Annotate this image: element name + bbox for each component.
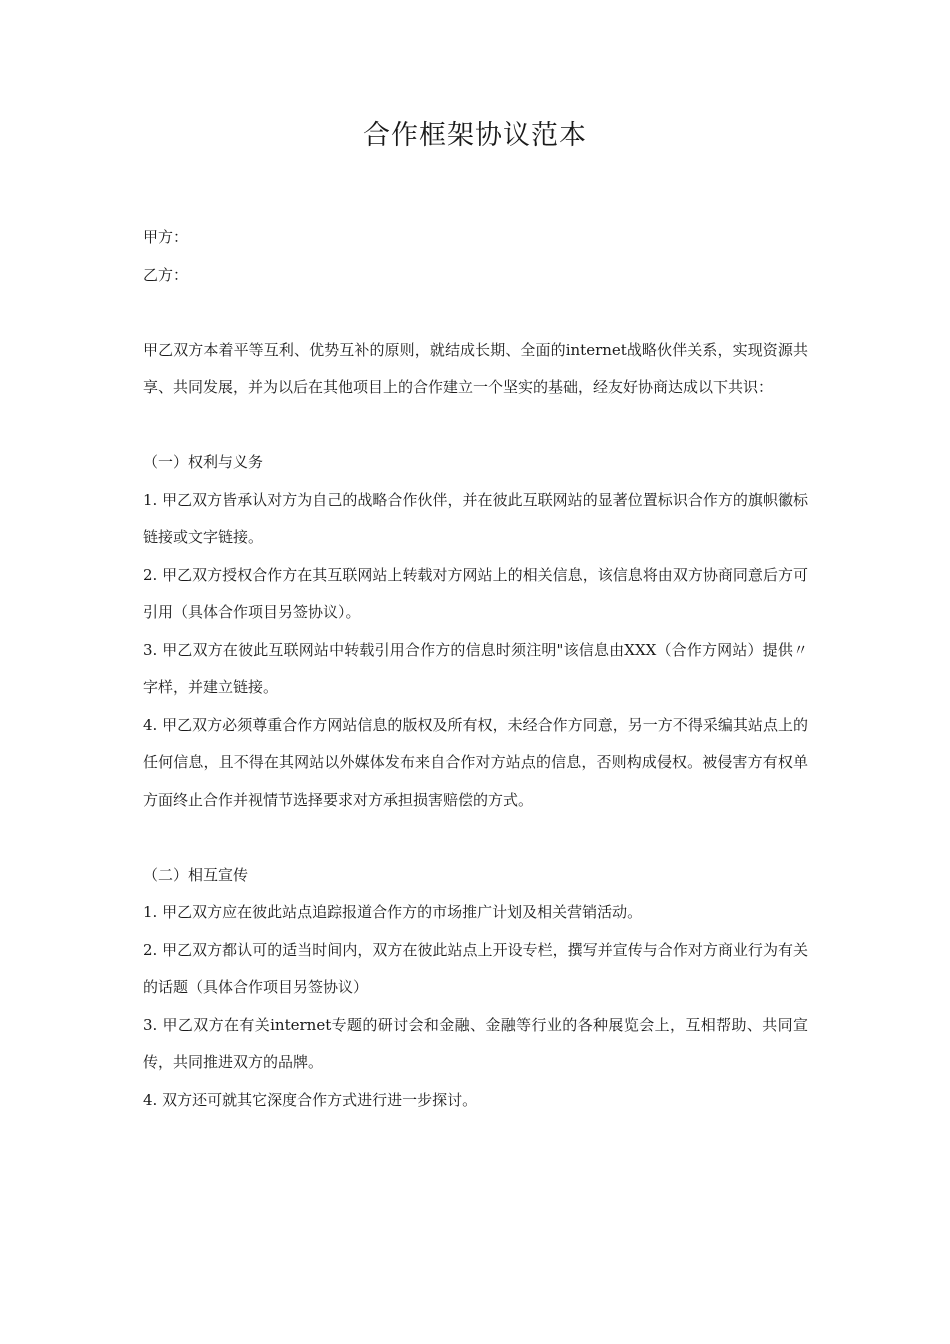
spacer [143, 294, 808, 332]
party-b-label: 乙方： [143, 265, 189, 284]
section-heading-rights: （一）权利与义务 [143, 453, 264, 471]
intro-paragraph: 甲乙双方本着平等互利、优势互补的原则，就结成长期、全面的internet战略伙伴关系，实现资源共享、共同发展，并为以后在其他项目上的合作建立一个坚实的基础，经友好协商达成以下共识： [143, 340, 808, 396]
spacer [143, 819, 808, 857]
section-item: 3. 甲乙双方在彼此互联网站中转载引用合作方的信息时须注明"该信息由XXX（合作方网站）提供〃字样，并建立链接。 [143, 640, 808, 696]
section-item: 4. 甲乙双方必须尊重合作方网站信息的版权及所有权，未经合作方同意，另一方不得采编其站点上的任何信息，且不得在其网站以外媒体发布来自合作对方站点的信息，否则构成侵权。被侵害方有权单方面终止合作并视情节选择要求对方承担损害赔偿的方式。 [143, 715, 808, 809]
section-item: 2. 甲乙双方授权合作方在其互联网站上转载对方网站上的相关信息，该信息将由双方协商同意后方可引用（具体合作项目另签协议）。 [143, 565, 808, 621]
section-item: 3. 甲乙双方在有关internet专题的研讨会和金融、金融等行业的各种展览会上，互相帮助、共同宣传，共同推进双方的品牌。 [143, 1015, 808, 1071]
section-item: 4. 双方还可就其它深度合作方式进行进一步探讨。 [143, 1090, 478, 1109]
section-item: 1. 甲乙双方应在彼此站点追踪报道合作方的市场推广计划及相关营销活动。 [143, 903, 643, 921]
spacer [143, 407, 808, 445]
document-body [143, 219, 808, 1119]
section-item: 1. 甲乙双方皆承认对方为自己的战略合作伙伴，并在彼此互联网站的显著位置标识合作方的旗帜徽标链接或文字链接。 [143, 490, 808, 546]
section-item: 2. 甲乙双方都认可的适当时间内，双方在彼此站点上开设专栏，撰写并宣传与合作对方商业行为有关的话题（具体合作项目另签协议） [143, 940, 808, 996]
section-heading-promotion: （二）相互宣传 [143, 865, 249, 884]
document-title: 合作框架协议范本 [363, 120, 587, 151]
party-a-label: 甲方： [143, 228, 189, 246]
